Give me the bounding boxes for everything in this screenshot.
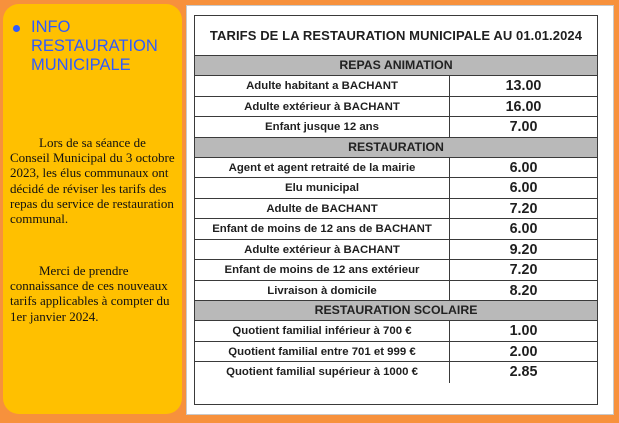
- table-row: [195, 158, 597, 179]
- row-price: 1.00: [509, 323, 538, 339]
- intro-paragraph: Lors de sa séance de Conseil Municipal du 3 octobre 2023, les élus communaux ont décidé de réviser les tarifs des repas du service de restauration communal.: [10, 135, 175, 227]
- row-price: 7.20: [509, 262, 538, 278]
- row-label: Adulte extérieur à BACHANT: [195, 240, 450, 260]
- info-heading: [11, 18, 181, 75]
- row-label: Enfant de moins de 12 ans extérieur: [195, 260, 450, 280]
- bullet-icon: [13, 25, 20, 32]
- row-label: Quotient familial entre 701 et 999 €: [195, 342, 450, 362]
- row-price: 16.00: [505, 98, 542, 115]
- table-row: [195, 362, 597, 383]
- row-label: Enfant jusque 12 ans: [195, 117, 450, 137]
- row-price: 6.00: [509, 180, 538, 196]
- info-heading-line: INFO: [31, 18, 71, 36]
- row-label: Agent et agent retraité de la mairie: [195, 158, 450, 178]
- row-label: Enfant de moins de 12 ans de BACHANT: [195, 219, 450, 239]
- row-label: Livraison à domicile: [195, 281, 450, 301]
- row-label: Elu municipal: [195, 178, 450, 198]
- row-price: 9.20: [509, 241, 538, 258]
- table-row: [195, 219, 597, 240]
- table-row: [195, 97, 597, 118]
- section-header: REPAS ANIMATION: [195, 56, 597, 76]
- table-row: [195, 342, 597, 363]
- table-row: [195, 281, 597, 302]
- table-row: [195, 321, 597, 342]
- row-price: 2.00: [509, 343, 538, 360]
- row-price: 7.20: [509, 200, 538, 217]
- row-price: 13.00: [505, 78, 542, 94]
- row-label: Quotient familial supérieur à 1000 €: [195, 362, 450, 383]
- notice-paragraph: Merci de prendre connaissance de ces nouveaux tarifs applicables à compter du 1er janvier 2024.: [10, 263, 170, 324]
- row-price: 7.00: [509, 119, 538, 135]
- row-label: Quotient familial inférieur à 700 €: [195, 321, 450, 341]
- row-label: Adulte extérieur à BACHANT: [195, 97, 450, 117]
- table-row: [195, 117, 597, 138]
- info-heading-line: MUNICIPALE: [31, 56, 131, 74]
- row-price: 2.85: [509, 364, 538, 380]
- table-row: [195, 199, 597, 220]
- row-price: 8.20: [509, 282, 538, 299]
- row-label: Adulte de BACHANT: [195, 199, 450, 219]
- row-price: 6.00: [509, 221, 538, 237]
- row-label: Adulte habitant a BACHANT: [195, 76, 450, 96]
- info-panel: [3, 4, 182, 414]
- row-price: 6.00: [509, 159, 538, 176]
- info-heading-line: RESTAURATION: [31, 37, 158, 55]
- table-row: [195, 240, 597, 261]
- table-row: [195, 260, 597, 281]
- table-row: [195, 178, 597, 199]
- section-header: RESTAURATION: [195, 138, 597, 158]
- tariff-table: [194, 15, 598, 405]
- section-header: RESTAURATION SCOLAIRE: [195, 301, 597, 321]
- table-title: TARIFS DE LA RESTAURATION MUNICIPALE AU 01.01.2024: [195, 16, 597, 56]
- table-row: [195, 76, 597, 97]
